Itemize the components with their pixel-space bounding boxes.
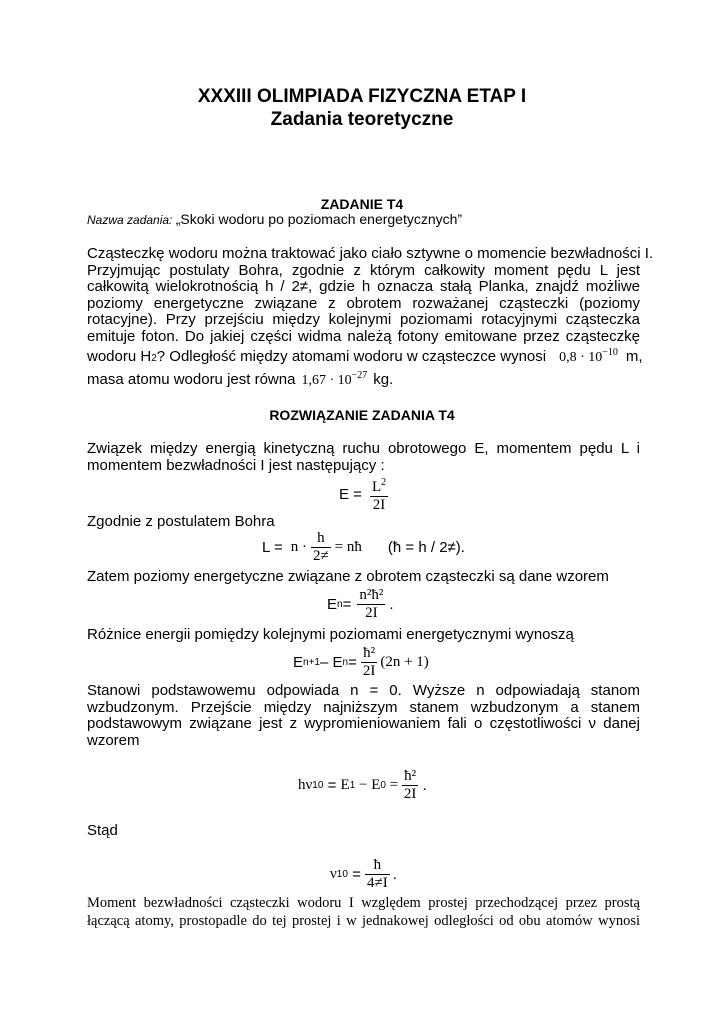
ground-state-text: [87, 683, 640, 749]
levels-text: Zatem poziomy energetyczne związane z obrotem cząsteczki są dane wzorem: [87, 568, 609, 585]
eq2-note: (ħ = h / 2≠).: [387, 539, 465, 556]
eq5-denominator: 2I: [403, 786, 417, 802]
eq5-numerator: ħ²: [402, 768, 419, 786]
eq4-e1-sub: n+1: [303, 657, 320, 668]
solution-intro-line: Związek między energią kinetyczną ruchu obrotowego E, momentem pędu L i: [87, 440, 640, 457]
eq5-lhs: hν: [298, 777, 313, 793]
ground-line: wzbudzonym. Przejście między najniższym stanem wzbudzonym a stanem: [87, 698, 640, 716]
eq6-lhs-sub: 10: [336, 869, 348, 880]
distance-unit: m,: [625, 348, 643, 365]
distance-mantissa: 0,8 · 10: [559, 350, 603, 365]
eq3-equals: =: [342, 596, 352, 613]
eq5-e1: E: [340, 777, 350, 793]
mass-unit: kg.: [373, 371, 394, 388]
document-subtitle: Zadania teoretyczne: [270, 109, 454, 130]
eq2-rhs: = nħ: [334, 539, 362, 555]
eq5-end: .: [418, 777, 427, 794]
eq5-equals-2: =: [385, 777, 402, 793]
eq1-numerator-exp: 2: [381, 477, 387, 488]
equation-energy-momentum: [339, 474, 388, 514]
eq2-lhs: L =: [262, 539, 283, 556]
task-heading: ZADANIE T4: [320, 196, 404, 212]
bottom-line: łączącą atomy, prostopadle do tej prostej i w jednakowej odległości od obu atomów wynosi: [87, 913, 640, 929]
distance-value: [559, 347, 618, 366]
eq6-lhs: ν: [330, 866, 337, 882]
eq5-fraction: [402, 768, 419, 803]
eq6-equals: =: [347, 866, 366, 883]
bottom-line: Moment bezwładności cząsteczki wodoru I względem prostej przechodzącej przez prostą: [87, 895, 640, 911]
moment-of-inertia-text: [87, 894, 640, 930]
eq4-minus: – E: [319, 654, 343, 671]
eq6-end: .: [392, 866, 397, 883]
eq4-e2-sub: n: [342, 657, 349, 668]
eq5-lhs-sub: 10: [312, 780, 324, 791]
document-title: XXXIII OLIMPIADA FIZYCZNA ETAP I: [197, 86, 527, 107]
solution-heading: ROZWIĄZANIE ZADANIA T4: [269, 407, 455, 423]
task-name-value: „Skoki wodoru po poziomach energetycznych”: [175, 211, 463, 227]
eq4-e1: E: [293, 654, 304, 671]
eq2-denominator: 2≠: [312, 548, 329, 564]
task-body-line: Przyjmując postulaty Bohra, zgodnie z którym całkowity moment pędu L jest: [87, 261, 640, 279]
eq1-fraction: [370, 474, 388, 514]
eq4-rhs: (2n + 1): [380, 654, 429, 670]
task-name-label: Nazwa zadania:: [87, 213, 176, 227]
equation-frequency: [330, 857, 397, 892]
task-body-line: całkowitą wielokrotnością h / 2≠, gdzie h oznacza stałą Planka, znajdź możliwe: [87, 278, 640, 295]
ground-line: podstawowym związane jest z wypromieniowaniem fali o częstotliwości ν danej: [87, 715, 640, 732]
eq2-fraction: [311, 530, 331, 565]
task-line7-sub: 2: [151, 353, 157, 364]
task-line8a: masa atomu wodoru jest równa: [87, 371, 296, 388]
task-body-line: rotacyjne). Przy przejściu między kolejnymi poziomami rotacyjnymi cząsteczka: [87, 311, 640, 328]
task-body: [87, 245, 654, 345]
eq4-numerator: ħ²: [361, 645, 378, 663]
task-name: [87, 211, 462, 227]
task-body-line: Cząsteczkę wodoru można traktować jako ciało sztywne o momencie bezwładności I.: [87, 245, 654, 262]
task-line7b: ? Odległość między atomami wodoru w cząsteczce wynosi: [156, 348, 547, 365]
task-body-line: emituje foton. Do jakiej części widma należą fotony emitowane przez cząsteczkę: [87, 327, 640, 345]
eq5-minus: − E: [355, 777, 381, 793]
mass-exponent: −27: [351, 370, 368, 381]
solution-intro: [87, 441, 640, 474]
solution-intro-line: momentem bezwładności I jest następujący :: [87, 456, 385, 474]
eq2-n: n ·: [290, 539, 307, 555]
eq3-lhs: E: [327, 596, 338, 613]
eq1-lhs: E =: [339, 485, 362, 503]
eq6-numerator: ħ: [365, 857, 390, 875]
ground-line: wzorem: [87, 731, 140, 749]
equation-transition: [298, 768, 427, 803]
eq3-lhs-sub: n: [337, 599, 343, 610]
eq1-denominator: 2I: [372, 497, 386, 513]
eq5-equals: =: [323, 777, 341, 794]
eq5-e1-sub: 1: [349, 780, 356, 791]
eq3-fraction: [357, 587, 385, 622]
equation-energy-difference: [293, 645, 429, 680]
eq5-e0-sub: 0: [380, 780, 386, 791]
task-body-line: poziomy energetyczne związane z obrotem rozważanej cząsteczki (poziomy: [87, 294, 640, 312]
stad-text: Stąd: [87, 822, 118, 839]
equation-energy-levels: [327, 587, 394, 622]
eq6-denominator: 4≠I: [367, 875, 388, 891]
task-mass-line: [87, 370, 393, 389]
eq3-denominator: 2I: [365, 605, 378, 621]
task-line7a: wodoru H: [87, 348, 152, 365]
eq4-equals: =: [348, 654, 357, 671]
eq1-numerator: L: [371, 479, 382, 495]
eq3-numerator: n²ħ²: [359, 587, 384, 603]
ground-line: Stanowi podstawowemu odpowiada n = 0. Wyższe n odpowiadają stanom: [87, 682, 640, 699]
eq4-denominator: 2I: [362, 663, 376, 679]
eq3-end: .: [389, 596, 394, 613]
eq6-fraction: [365, 857, 390, 892]
task-distance-line: [87, 347, 643, 366]
diff-text: Różnice energii pomiędzy kolejnymi poziomami energetycznymi wynoszą: [87, 626, 574, 643]
eq4-fraction: [361, 645, 378, 680]
equation-bohr: [262, 530, 465, 565]
bohr-text: Zgodnie z postulatem Bohra: [87, 513, 275, 530]
eq2-numerator: h: [311, 530, 331, 548]
mass-value: [301, 370, 367, 389]
mass-mantissa: 1,67 · 10: [301, 373, 352, 388]
distance-exponent: −10: [602, 347, 618, 358]
